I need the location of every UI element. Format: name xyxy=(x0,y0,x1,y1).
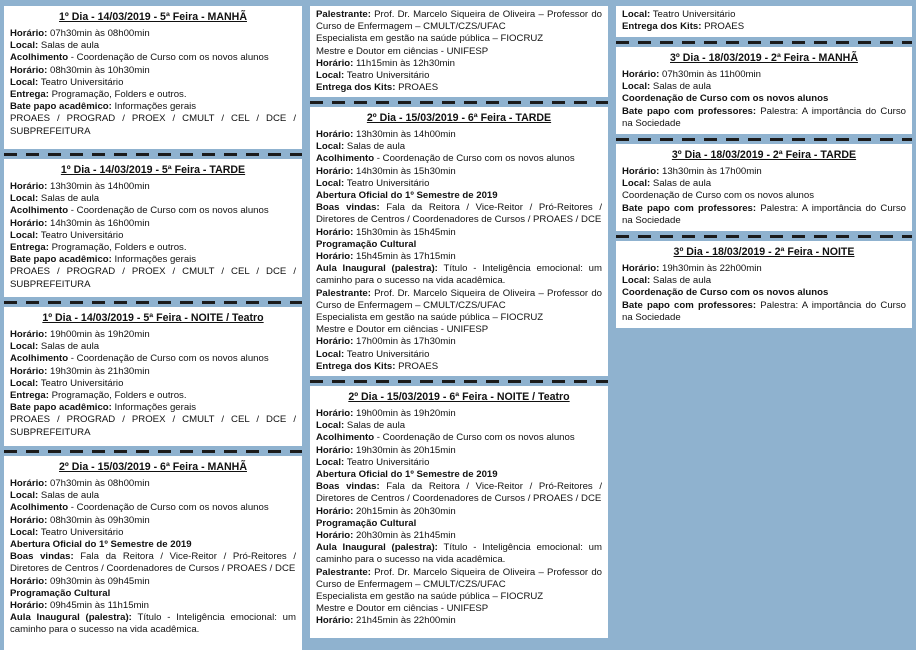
line-text: Mestre e Doutor em ciências - UNIFESP xyxy=(316,603,489,615)
line-label: Acolhimento xyxy=(316,432,375,444)
line-text: Salas de aula xyxy=(38,40,100,52)
line-label: Bate papo acadêmico: xyxy=(10,101,112,113)
line-label: Programação Cultural xyxy=(316,238,417,250)
schedule-line xyxy=(10,266,296,290)
schedule-line xyxy=(10,478,296,490)
schedule-line xyxy=(316,518,602,530)
column-2 xyxy=(310,0,608,638)
line-label: Horário: xyxy=(10,514,48,526)
schedule-line xyxy=(622,275,906,287)
line-label: Local: xyxy=(316,456,345,468)
section-title: 3º Dia - 18/03/2019 - 2ª Feira - NOITE xyxy=(673,246,855,258)
schedule-line xyxy=(316,9,602,33)
line-label: Horário: xyxy=(622,263,660,274)
schedule-line xyxy=(316,603,602,615)
schedule-line xyxy=(622,166,906,178)
dashed-separator xyxy=(310,97,608,107)
section-title: 3º Dia - 18/03/2019 - 2ª Feira - MANHÃ xyxy=(670,52,858,64)
schedule-line xyxy=(622,178,906,190)
schedule-line xyxy=(316,445,602,457)
schedule-line xyxy=(316,312,602,324)
schedule-line xyxy=(622,263,906,275)
schedule-line xyxy=(10,490,296,502)
line-text: PROAES xyxy=(395,360,439,372)
line-label: Boas vindas: xyxy=(316,202,380,214)
line-text: Prof. Dr. Marcelo Siqueira de Oliveira – Professor do Curso de Enfermagem – CMULT/CZS/UFAC xyxy=(316,9,602,33)
line-label: Horário: xyxy=(622,166,660,177)
line-text: Salas de aula xyxy=(38,193,100,205)
line-label: Bate papo acadêmico: xyxy=(10,254,112,266)
line-label: Horário: xyxy=(10,575,48,587)
schedule-line xyxy=(316,190,602,202)
line-text: Teatro Universitário xyxy=(38,526,124,538)
schedule-line xyxy=(10,230,296,242)
line-text: PROAES xyxy=(701,21,745,33)
line-label: Local: xyxy=(10,40,39,52)
schedule-line xyxy=(316,324,602,336)
line-text: 20h15min às 20h30min xyxy=(353,505,456,517)
schedule-line xyxy=(622,9,906,21)
line-text: Fala da Reitora / Vice-Reitor / Pró-Reitores / Diretores de Centros / Coordenadores de Cursos / PROAES / DCE xyxy=(316,481,602,505)
line-label: Local: xyxy=(622,275,651,287)
schedule-line xyxy=(622,190,906,202)
line-label: Abertura Oficial do 1º Semestre de 2019 xyxy=(10,539,192,551)
schedule-line xyxy=(10,366,296,378)
line-text: 21h45min às 22h00min xyxy=(353,615,456,627)
section-day3-night xyxy=(616,241,912,328)
line-label: Horário: xyxy=(10,181,48,192)
schedule-line xyxy=(316,432,602,444)
line-label: Horário: xyxy=(316,129,354,140)
line-label: Local: xyxy=(316,348,345,360)
schedule-line xyxy=(10,193,296,205)
section-day3-morning xyxy=(616,47,912,134)
line-label: Horário: xyxy=(316,336,354,348)
line-label: Abertura Oficial do 1º Semestre de 2019 xyxy=(316,469,498,481)
line-text: Programação, Folders e outros. xyxy=(48,390,187,402)
schedule-line xyxy=(10,390,296,402)
line-label: Entrega dos Kits: xyxy=(316,82,396,94)
dashed-separator xyxy=(310,376,608,386)
schedule-line xyxy=(316,33,602,45)
line-text: - Coordenação de Curso com os novos alunos xyxy=(68,205,269,217)
schedule-line xyxy=(10,77,296,89)
section-day3-afternoon xyxy=(616,144,912,231)
line-label: Acolhimento xyxy=(10,205,69,217)
schedule-line xyxy=(316,58,602,70)
line-text: 13h30min às 14h00min xyxy=(47,181,150,192)
section-title: 2º Dia - 15/03/2019 - 6ª Feira - MANHÃ xyxy=(59,461,247,473)
line-label: Bate papo com professores: xyxy=(622,299,757,311)
line-label: Horário: xyxy=(10,28,48,39)
schedule-line xyxy=(622,81,906,93)
line-label: Horário: xyxy=(622,69,660,80)
line-label: Local: xyxy=(10,229,39,241)
dashed-separator xyxy=(616,134,912,144)
line-label: Horário: xyxy=(316,165,354,177)
section-title: 2º Dia - 15/03/2019 - 6ª Feira - NOITE / Teatro xyxy=(348,391,570,403)
line-label: Horário: xyxy=(316,444,354,456)
schedule-line xyxy=(316,82,602,94)
line-text: Especialista em gestão na saúde pública – FIOCRUZ xyxy=(316,312,544,324)
line-text: Teatro Universitário xyxy=(38,377,124,389)
schedule-line xyxy=(10,527,296,539)
schedule-line xyxy=(10,600,296,612)
line-text: - Coordenação de Curso com os novos alunos xyxy=(374,432,575,444)
schedule-line xyxy=(10,551,296,575)
line-label: Horário: xyxy=(316,226,354,238)
line-label: Local: xyxy=(10,526,39,538)
schedule-line xyxy=(316,591,602,603)
line-label: Horário: xyxy=(10,217,48,229)
line-label: Aula Inaugural (palestra): xyxy=(316,263,438,275)
line-label: Horário: xyxy=(10,329,48,340)
line-label: Aula Inaugural (palestra): xyxy=(10,612,132,624)
line-label: Local: xyxy=(316,70,345,82)
schedule-line xyxy=(316,530,602,542)
line-label: Palestrante: xyxy=(316,566,371,578)
schedule-line xyxy=(316,227,602,239)
line-label: Aula Inaugural (palestra): xyxy=(316,542,438,554)
line-label: Horário: xyxy=(316,530,354,542)
line-text: Informações gerais xyxy=(111,402,197,414)
schedule-line xyxy=(316,288,602,312)
schedule-line xyxy=(10,612,296,636)
line-text: Fala da Reitora / Vice-Reitor / Pró-Reitores / Diretores de Centros / Coordenadores de Cursos / PROAES / DCE xyxy=(316,202,602,226)
line-text: 08h30min às 10h30min xyxy=(47,64,150,76)
schedule-line xyxy=(10,181,296,193)
line-text: 07h30min às 08h00min xyxy=(47,28,150,39)
line-label: Local: xyxy=(316,420,345,432)
dashed-separator xyxy=(616,37,912,47)
line-text: Salas de aula xyxy=(650,81,712,93)
line-label: Local: xyxy=(622,178,651,190)
line-label: Local: xyxy=(622,9,651,20)
schedule-line xyxy=(10,502,296,514)
schedule-line xyxy=(10,353,296,365)
schedule-line xyxy=(10,539,296,551)
section-title: 3º Dia - 18/03/2019 - 2ª Feira - TARDE xyxy=(671,149,857,161)
schedule-line xyxy=(316,153,602,165)
schedule-line xyxy=(316,202,602,226)
line-text: 13h30min às 14h00min xyxy=(353,129,456,140)
line-label: Entrega: xyxy=(10,242,49,254)
line-label: Entrega: xyxy=(10,390,49,402)
schedule-line xyxy=(316,141,602,153)
schedule-line xyxy=(10,414,296,438)
schedule-line xyxy=(316,239,602,251)
line-label: Programação Cultural xyxy=(316,517,417,529)
schedule-line xyxy=(316,251,602,263)
line-label: Acolhimento xyxy=(10,502,69,514)
section-day1-morning xyxy=(4,6,302,149)
section-title: 1º Dia - 14/03/2019 - 5ª Feira - TARDE xyxy=(60,164,246,176)
line-text: Salas de aula xyxy=(650,178,712,190)
line-text: 15h30min às 15h45min xyxy=(353,226,456,238)
line-text: Mestre e Doutor em ciências - UNIFESP xyxy=(316,324,489,336)
line-text: Palestra: A importância do Curso na Sociedade xyxy=(622,105,906,129)
line-text: PROAES / PROGRAD / PROEX / CMULT / CEL / DCE / SUBPREFEITURA xyxy=(10,414,296,438)
schedule-line xyxy=(10,40,296,52)
line-text: - Coordenação de Curso com os novos alunos xyxy=(68,502,269,514)
schedule-line xyxy=(10,378,296,390)
line-label: Horário: xyxy=(10,600,48,612)
line-text: 11h15min às 12h30min xyxy=(353,57,456,69)
schedule-line xyxy=(10,28,296,40)
line-text: 14h30min às 16h00min xyxy=(47,217,150,229)
schedule-line xyxy=(10,329,296,341)
line-label: Acolhimento xyxy=(10,353,69,365)
schedule-line xyxy=(10,402,296,414)
schedule-line xyxy=(316,129,602,141)
line-text: PROAES xyxy=(395,82,439,94)
line-text: PROAES / PROGRAD / PROEX / CMULT / CEL / DCE / SUBPREFEITURA xyxy=(10,266,296,290)
schedule-line xyxy=(316,336,602,348)
line-text: - Coordenação de Curso com os novos alunos xyxy=(68,353,269,365)
section-day1-night xyxy=(4,307,302,446)
line-label: Coordenação de Curso com os novos alunos xyxy=(622,93,829,105)
line-label: Entrega: xyxy=(10,89,49,101)
line-text: Teatro Universitário xyxy=(344,348,430,360)
line-text: Informações gerais xyxy=(111,101,197,113)
schedule-line xyxy=(622,300,906,324)
line-text: - Coordenação de Curso com os novos alunos xyxy=(374,153,575,165)
schedule-line xyxy=(10,242,296,254)
line-label: Horário: xyxy=(316,251,354,263)
line-label: Local: xyxy=(10,341,39,353)
line-text: 19h30min às 20h15min xyxy=(353,444,456,456)
schedule-line xyxy=(10,205,296,217)
line-text: Salas de aula xyxy=(38,341,100,353)
line-text: Título - Inteligência emocional: um caminho para o sucesso na vida acadêmica. xyxy=(316,542,602,566)
line-text: 09h45min às 11h15min xyxy=(47,600,150,612)
line-label: Abertura Oficial do 1º Semestre de 2019 xyxy=(316,190,498,202)
line-label: Local: xyxy=(622,81,651,93)
schedule-line xyxy=(10,52,296,64)
schedule-line xyxy=(10,515,296,527)
line-text: Salas de aula xyxy=(38,490,100,502)
line-text: Teatro Universitário xyxy=(344,456,430,468)
schedule-line xyxy=(316,457,602,469)
schedule-line xyxy=(10,341,296,353)
schedule-line xyxy=(316,567,602,591)
line-text: Especialista em gestão na saúde pública – FIOCRUZ xyxy=(316,591,544,603)
section-day2-afternoon xyxy=(310,107,608,376)
line-label: Bate papo com professores: xyxy=(622,105,757,117)
schedule-line xyxy=(10,218,296,230)
line-text: Prof. Dr. Marcelo Siqueira de Oliveira – Professor do Curso de Enfermagem – CMULT/CZS/UFAC xyxy=(316,566,602,590)
line-text: 09h30min às 09h45min xyxy=(47,575,150,587)
schedule-line xyxy=(316,506,602,518)
line-text: 08h30min às 09h30min xyxy=(47,514,150,526)
line-label: Acolhimento xyxy=(316,153,375,165)
line-label: Entrega dos Kits: xyxy=(622,21,702,33)
schedule-line xyxy=(622,21,906,33)
section-day2-morning xyxy=(4,456,302,650)
line-label: Palestrante: xyxy=(316,287,371,299)
section-day1-afternoon xyxy=(4,159,302,297)
line-label: Boas vindas: xyxy=(10,551,74,563)
schedule-line xyxy=(622,93,906,105)
schedule-line xyxy=(316,481,602,505)
section-title: 2º Dia - 15/03/2019 - 6ª Feira - TARDE xyxy=(366,112,552,124)
line-label: Local: xyxy=(10,193,39,205)
line-text: Salas de aula xyxy=(344,420,406,432)
schedule-line xyxy=(10,101,296,113)
line-text: 19h30min às 22h00min xyxy=(659,263,762,274)
line-text: Palestra: A importância do Curso na Sociedade xyxy=(622,299,906,323)
line-text: Especialista em gestão na saúde pública – FIOCRUZ xyxy=(316,33,544,45)
line-text: Palestra: A importância do Curso na Sociedade xyxy=(622,202,906,226)
schedule-line xyxy=(316,469,602,481)
section-title: 1º Dia - 14/03/2019 - 5ª Feira - MANHÃ xyxy=(59,11,247,23)
column-1 xyxy=(4,0,302,650)
line-label: Entrega dos Kits: xyxy=(316,360,396,372)
schedule-line xyxy=(622,106,906,130)
line-text: Salas de aula xyxy=(344,141,406,153)
line-label: Local: xyxy=(316,177,345,189)
dashed-separator xyxy=(4,446,302,456)
line-text: Título - Inteligência emocional: um caminho para o sucesso na vida acadêmica. xyxy=(316,263,602,287)
schedule-line xyxy=(10,113,296,137)
dashed-separator xyxy=(616,231,912,241)
line-text: Salas de aula xyxy=(650,275,712,287)
line-text: Programação, Folders e outros. xyxy=(48,89,187,101)
line-text: 13h30min às 17h00min xyxy=(659,166,762,177)
line-label: Horário: xyxy=(316,615,354,627)
line-label: Acolhimento xyxy=(10,52,69,64)
dashed-separator xyxy=(4,149,302,159)
line-label: Local: xyxy=(316,141,345,153)
line-text: 14h30min às 15h30min xyxy=(353,165,456,177)
schedule-line xyxy=(316,408,602,420)
line-text: Prof. Dr. Marcelo Siqueira de Oliveira – Professor do Curso de Enfermagem – CMULT/CZS/UFAC xyxy=(316,287,602,311)
line-text: Fala da Reitora / Vice-Reitor / Pró-Reitores / Diretores de Centros / Coordenadores de Cursos / PROAES / DCE xyxy=(10,551,296,575)
line-label: Local: xyxy=(10,76,39,88)
dashed-separator xyxy=(4,297,302,307)
line-text: 19h30min às 21h30min xyxy=(47,365,150,377)
schedule-line xyxy=(316,349,602,361)
line-text: Teatro Universitário xyxy=(650,9,736,20)
line-label: Horário: xyxy=(10,64,48,76)
line-text: 17h00min às 17h30min xyxy=(353,336,456,348)
schedule-line xyxy=(10,89,296,101)
schedule-line xyxy=(316,542,602,566)
line-label: Coordenação de Curso com os novos alunos xyxy=(622,287,829,299)
line-label: Boas vindas: xyxy=(316,481,380,493)
section-day2-morning-cont xyxy=(310,6,608,97)
schedule-line xyxy=(622,69,906,81)
line-text: Programação, Folders e outros. xyxy=(48,242,187,254)
line-label: Local: xyxy=(10,377,39,389)
line-label: Horário: xyxy=(10,365,48,377)
section-day2-night xyxy=(310,386,608,638)
schedule-line xyxy=(316,615,602,627)
line-text: 19h00min às 19h20min xyxy=(47,329,150,340)
line-text: Mestre e Doutor em ciências - UNIFESP xyxy=(316,45,489,57)
schedule-line xyxy=(316,361,602,373)
schedule-line xyxy=(316,178,602,190)
line-label: Bate papo acadêmico: xyxy=(10,402,112,414)
line-label: Programação Cultural xyxy=(10,587,111,599)
line-label: Horário: xyxy=(316,505,354,517)
schedule-line xyxy=(10,254,296,266)
schedule-line xyxy=(316,263,602,287)
line-label: Horário: xyxy=(316,408,354,419)
line-text: 07h30min às 08h00min xyxy=(47,478,150,489)
schedule-line xyxy=(316,420,602,432)
line-label: Bate papo com professores: xyxy=(622,202,757,214)
line-text: Título - Inteligência emocional: um caminho para o sucesso na vida acadêmica. xyxy=(10,612,296,636)
line-text: Teatro Universitário xyxy=(38,76,124,88)
schedule-line xyxy=(622,203,906,227)
schedule-line xyxy=(10,588,296,600)
line-text: - Coordenação de Curso com os novos alunos xyxy=(68,52,269,64)
section-title: 1º Dia - 14/03/2019 - 5ª Feira - NOITE / Teatro xyxy=(42,312,264,324)
line-text: 07h30min às 11h00min xyxy=(659,69,762,80)
line-label: Local: xyxy=(10,490,39,502)
schedule-line xyxy=(10,576,296,588)
line-text: 20h30min às 21h45min xyxy=(353,530,456,542)
line-text: Teatro Universitário xyxy=(344,177,430,189)
line-label: Horário: xyxy=(316,57,354,69)
line-text: Teatro Universitário xyxy=(38,229,124,241)
column-3 xyxy=(616,0,912,328)
schedule-line xyxy=(316,46,602,58)
line-text: 19h00min às 19h20min xyxy=(353,408,456,419)
line-text: 15h45min às 17h15min xyxy=(353,251,456,263)
schedule-line xyxy=(10,65,296,77)
line-text: Coordenação de Curso com os novos alunos xyxy=(622,190,814,202)
schedule-line xyxy=(316,70,602,82)
section-day2-night-cont xyxy=(616,6,912,37)
line-text: PROAES / PROGRAD / PROEX / CMULT / CEL / DCE / SUBPREFEITURA xyxy=(10,113,296,137)
line-text: Teatro Universitário xyxy=(344,70,430,82)
schedule-line xyxy=(316,166,602,178)
schedule-line xyxy=(622,287,906,299)
line-label: Horário: xyxy=(10,478,48,489)
line-text: Informações gerais xyxy=(111,254,197,266)
line-label: Palestrante: xyxy=(316,9,371,20)
